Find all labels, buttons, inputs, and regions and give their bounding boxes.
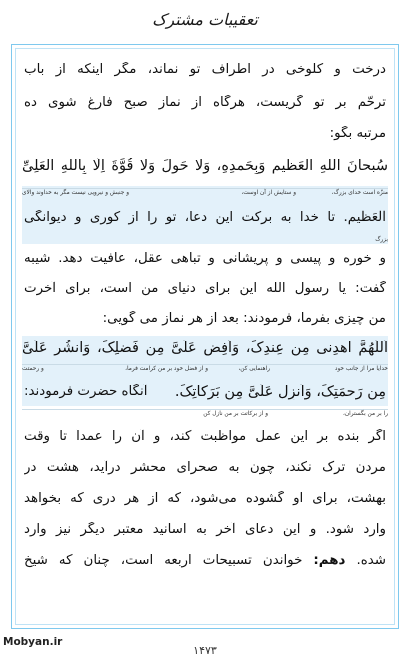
translation-2: بزرگ xyxy=(375,237,388,243)
text-line-6: گفت: یا رسول الله این برای دنیای من است، برای آخرت xyxy=(24,281,386,296)
text-line-9: اگر بنده بر این عمل مواظبت کند، و آن را عمداً تا وقت xyxy=(24,429,386,444)
translation-row-3 xyxy=(22,364,388,376)
text-line-13-post: خواندن تسبیحات اربعه است، چنان که شیخ xyxy=(24,553,303,568)
text-line-2: ترحّم بر تو گریست، هرگاه از نماز صبح فارغ شوی ده xyxy=(24,95,386,110)
text-line-7: من چیزی بفرما، فرمودند: بعد از هر نماز می گویی: xyxy=(102,311,386,326)
translation-row-4 xyxy=(22,409,388,421)
text-line-8 xyxy=(24,384,386,400)
page-header-title: تعقیبات مشترک xyxy=(152,10,258,29)
translation-3b: راهنمایی کن، xyxy=(238,366,270,372)
arabic-line-3: مِن رَحمَتِکَ، وَاَنزِل عَلَیَّ مِن بَرَکاتِکَ. xyxy=(174,384,386,400)
text-line-4-rest: تا خدا به برکت این دعا، تو را از کوری و دیوانگی xyxy=(24,210,336,225)
translation-3a: خدایا مرا از جانب خود xyxy=(334,366,388,372)
translation-row-1 xyxy=(22,188,388,200)
arabic-inline-word: العَظیمِ. xyxy=(343,210,386,225)
text-line-3: مرتبه بگو: xyxy=(329,126,386,141)
text-line-13-pre: شده. xyxy=(356,553,386,568)
text-line-1: درخت و کلوخی در اطراف تو نماند، مگر اینکه از باب xyxy=(24,62,386,77)
translation-1a: منزّه است خدای بزرگ، xyxy=(331,190,388,196)
translation-row-2 xyxy=(22,236,388,247)
text-line-4 xyxy=(24,210,386,225)
translation-1b: و ستایش از آن اوست، xyxy=(241,190,296,196)
footer-site-link[interactable]: Mobyan.ir xyxy=(3,636,63,648)
text-line-10: مردن ترک نکند، چون به صحرای محشر درآید، هشت در xyxy=(24,460,386,475)
translation-1c: و جنبش و نیرویی نیست مگر به خداوند والای xyxy=(22,190,130,196)
text-line-13 xyxy=(24,553,386,568)
text-line-12: وارد شود. و این دعای آخر به اسانید معتبر دیگر نیز وارد xyxy=(24,522,386,537)
translation-3c: و از فضل خود بر من کرامت فرما، xyxy=(125,366,208,372)
arabic-line-1: سُبحانَ اللهِ العَظیمِ وَبِحَمدِهِ، وَلا حَولَ وَلا قُوَّةَ اِلّا بِاللهِ العَلِیِّ xyxy=(22,158,388,174)
translation-4b: و از برکاتت بر من نازل کن xyxy=(203,411,268,417)
text-line-11: بهشت، برای او گشوده می‌شود، که از هر دری که بخواهد xyxy=(24,491,386,506)
translation-4a: را بر من بگستران، xyxy=(343,411,388,417)
text-line-8-rest: آنگاه حضرت فرمودند: xyxy=(24,384,148,399)
arabic-line-2: اَللّهُمَّ اهدِنی مِن عِندِکَ، وَاَفِض عَلَیَّ مِن فَضلِکَ، وَانشُر عَلَیَّ xyxy=(22,340,388,356)
page-number: ۱۴۷۳ xyxy=(193,644,217,657)
translation-3d: و رحمتت xyxy=(22,366,44,372)
text-line-5: و خوره و پیسی و پریشانی و تباهی عقل، عافیت دهد. شیبه xyxy=(24,251,386,266)
text-line-13-bold: دهم: xyxy=(313,553,346,568)
